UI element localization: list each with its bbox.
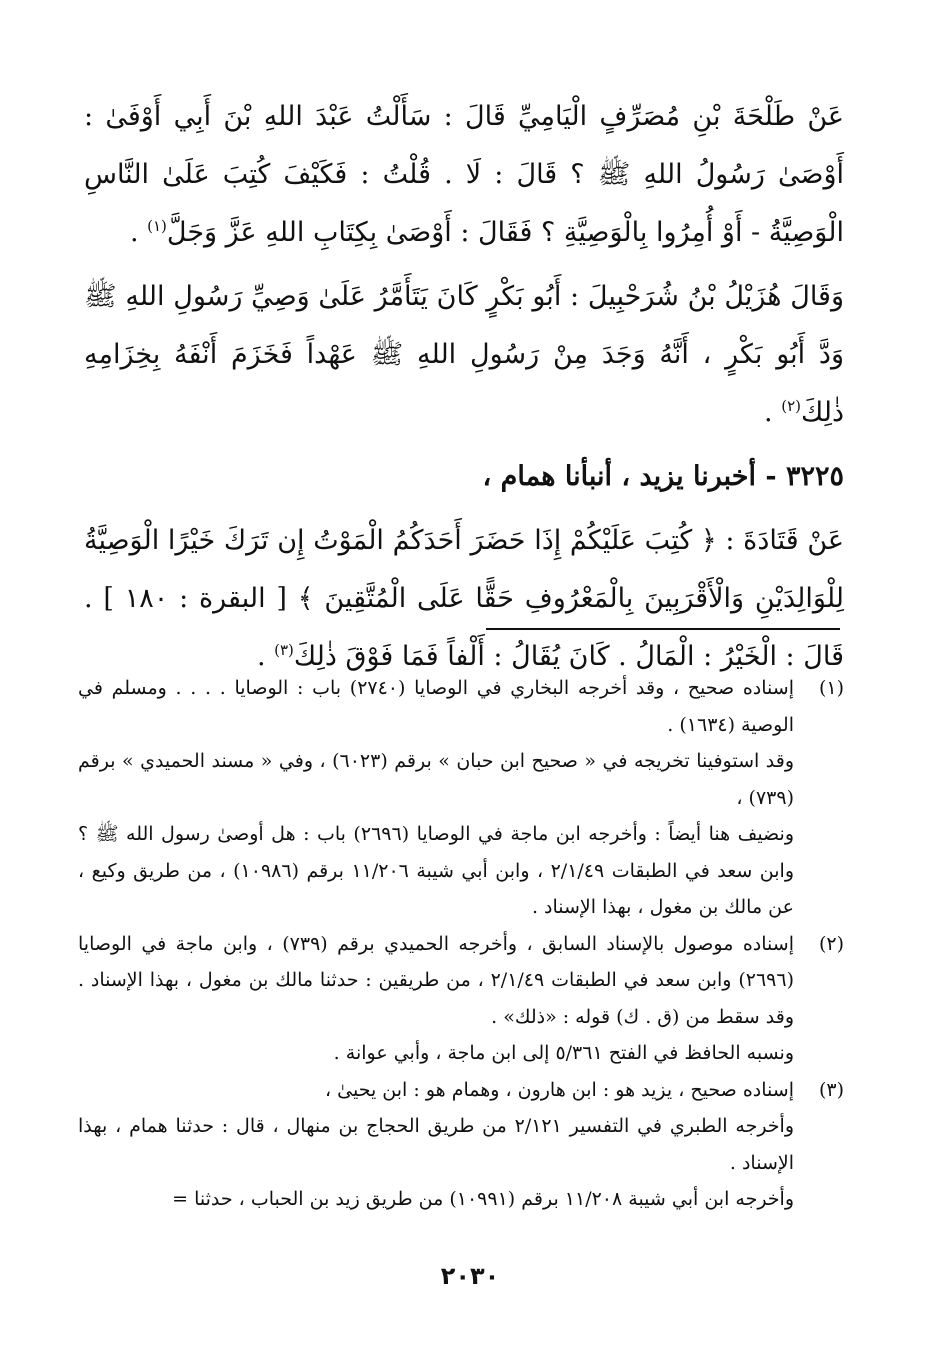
footnote-line: إسناده صحيح ، وقد أخرجه البخاري في الوصايا (٢٧٤٠) باب : الوصايا . . . . ومسلم في الوصية (١٦٣٤) .: [78, 677, 794, 736]
footnote-line: وأخرجه الطبري في التفسير ٢/١٢١ من طريق الحجاج بن منهال ، قال : حدثنا همام ، بهذا الإسناد .: [78, 1115, 794, 1174]
footnote-line: وقد استوفينا تخريجه في « صحيح ابن حبان » برقم (٦٠٢٣) ، وفي « مسند الحميدي » برقم (٧٣٩) ،: [78, 750, 794, 809]
footnote-marker-2: (٢): [781, 397, 801, 415]
footnote-number: (٢): [818, 932, 844, 955]
footnote-line: ونسبه الحافظ في الفتح ٥/٣٦١ إلى ابن ماجة ، وأبي عوانة .: [333, 1042, 794, 1064]
paragraph-qatada: عَنْ قَتَادَةَ : ﴿ كُتِبَ عَلَيْكُمْ إِذَا حَضَرَ أَحَدَكُمُ الْمَوْتُ إِن تَرَكَ خَيْرًا الْوَصِيَّةُ لِلْوَالِدَيْنِ وَالْأَقْرَبِينَ بِالْمَعْرُوفِ حَقًّا عَلَى الْمُتَّقِينَ ﴾ [ البقرة : ١٨٠ ] . قَالَ : الْخَيْرُ : الْمَالُ . كَانَ يُقَالُ : أَلْفاً فَمَا فَوْقَ ذٰلِكَ$^{(٣)}$ .: [84, 525, 844, 672]
footnote-2: [78, 926, 844, 1072]
footnotes: [78, 670, 844, 1218]
footnote-marker-1: (١): [147, 217, 167, 235]
footnote-3: [78, 1072, 844, 1218]
footnote-line: إسناده موصول بالإسناد السابق ، وأخرجه الحميدي برقم (٧٣٩) ، وابن ماجة في الوصايا (٢٦٩٦) وابن سعد في الطبقات ٢/١/٤٩ ، من طريقين : حدثنا مالك بن مغول ، بهذا الإسناد . وقد سقط من (ق . ك) قوله : «ذلك» .: [78, 932, 794, 1028]
footnote-number: (٣): [818, 1078, 844, 1101]
footnote-line: وأخرجه ابن أبي شيبة ١١/٢٠٨ برقم (١٠٩٩١) من طريق زيد بن الحباب ، حدثنا =: [172, 1188, 794, 1210]
paragraph-huzayl: وَقَالَ هُزَيْلُ بْنُ شُرَحْبِيلَ : أَبُو بَكْرٍ كَانَ يَتَأَمَّرُ عَلَىٰ وَصِيِّ رَسُولِ اللهِ ﷺ وَدَّ أَبُو بَكْرٍ ، أَنَّهُ وَجَدَ مِنْ رَسُولِ اللهِ ﷺ عَهْداً فَخَزَمَ أَنْفَهُ بِخِزَامِهِ ذٰلِكَ$^{(٢)}$ .: [84, 281, 844, 428]
footnote-separator: [486, 628, 840, 630]
page-number: ٢٠٣٠: [440, 1262, 500, 1290]
footnote-1: [78, 670, 844, 926]
footnote-line: ونضيف هنا أيضاً : وأخرجه ابن ماجة في الوصايا (٢٦٩٦) باب : هل أوصىٰ رسول الله ﷺ ؟ وابن سعد في الطبقات ٢/١/٤٩ ، وابن أبي شيبة ١١/٢٠٦ برقم (١٠٩٨٦) ، من طريق وكيع ، عن مالك بن مغول ، بهذا الإسناد .: [78, 823, 794, 918]
footnote-marker-3: (٣): [274, 641, 294, 659]
main-text: [84, 88, 844, 692]
footnote-line: إسناده صحيح ، يزيد هو : ابن هارون ، وهمام هو : ابن يحيىٰ ،: [324, 1078, 794, 1101]
footnote-number: (١): [818, 677, 844, 699]
paragraph-talha: عَنْ طَلْحَةَ بْنِ مُصَرِّفٍ الْيَامِيِّ قَالَ : سَأَلْتُ عَبْدَ اللهِ بْنَ أَبِي أَوْفَىٰ : أَوْصَىٰ رَسُولُ اللهِ ﷺ ؟ قَالَ : لَا . قُلْتُ : فَكَيْفَ كُتِبَ عَلَىٰ النَّاسِ الْوَصِيَّةُ - أَوْ أُمِرُوا بِالْوَصِيَّةِ ؟ فَقَالَ : أَوْصَىٰ بِكِتَابِ اللهِ عَزَّ وَجَلَّ$^{(١)}$ .: [84, 101, 844, 248]
hadith-heading: ٣٢٢٥ - أخبرنا يزيد ، أنبأنا همام ،: [482, 461, 844, 492]
